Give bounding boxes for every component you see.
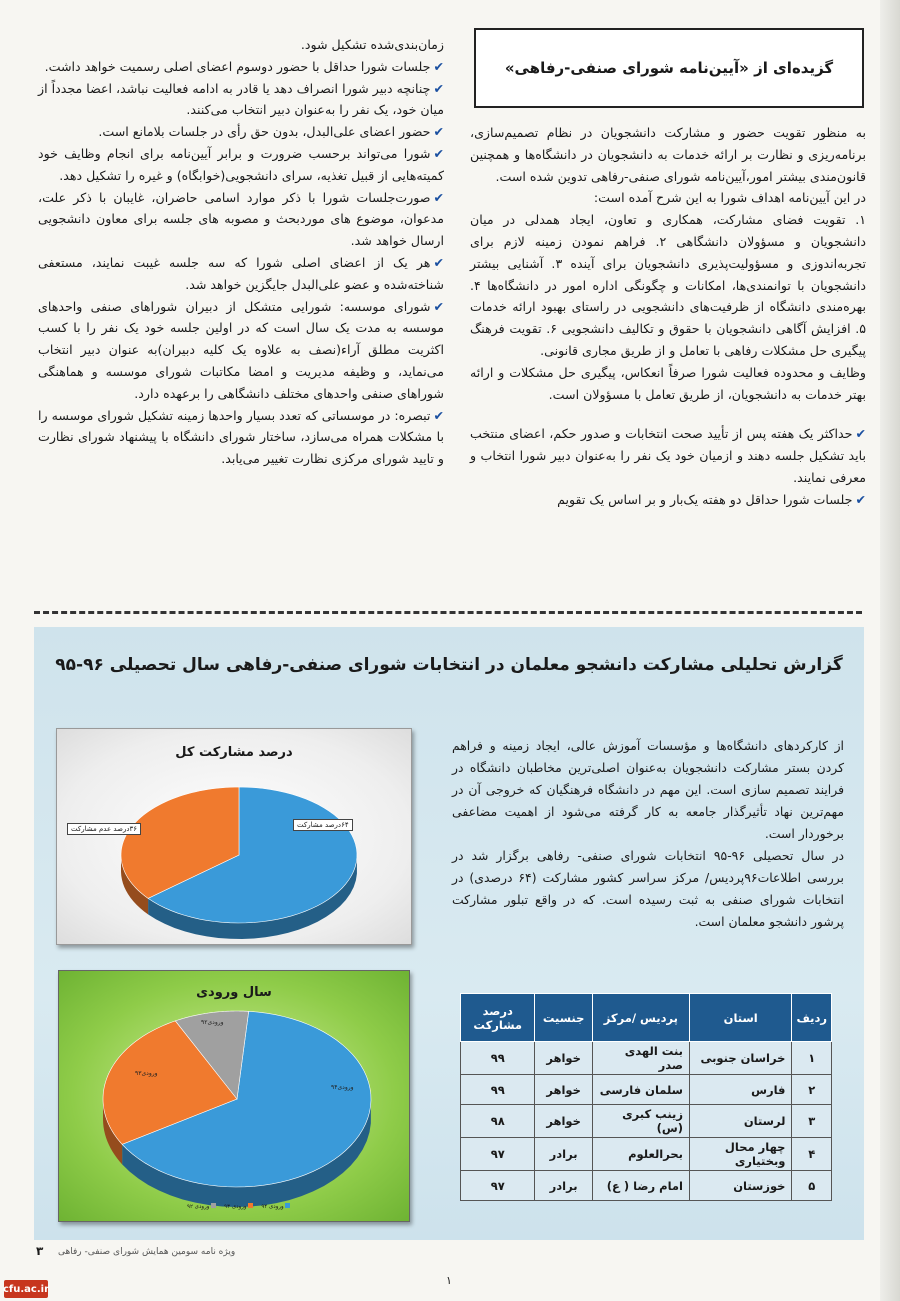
chart-legend xyxy=(187,1203,290,1210)
table-cell: ۵ xyxy=(792,1171,832,1201)
checkmark-icon: ✔ xyxy=(433,189,444,205)
pie-label-participation: ۶۴درصد مشارکت xyxy=(293,819,353,831)
table-cell: خوزستان xyxy=(689,1171,791,1201)
table-cell: ۴ xyxy=(792,1138,832,1171)
table-cell: برادر xyxy=(535,1171,592,1201)
table-row xyxy=(461,1105,832,1138)
table-cell: ۳ xyxy=(792,1105,832,1138)
legend-item xyxy=(187,1203,216,1210)
table-cell: ۹۷ xyxy=(461,1138,535,1171)
check-item xyxy=(38,56,444,78)
paragraph: به منظور تقویت حضور و مشارکت دانشجویان در نظام تصمیم‌سازی، برنامه‌ریزی و نظارت بر ارائه خدمات به دانشجویان در دانشگاه‌ها و همچنین قانون‌مندی بیشتر امور،آیین‌نامه شورای صنفی-رفاهی تدوین شده است. xyxy=(470,125,866,184)
report-title: گزارش تحلیلی مشارکت دانشجو معلمان در انتخابات شورای صنفی-رفاهی سال تحصیلی ۹۶-۹۵ xyxy=(55,655,843,675)
section-title-box xyxy=(474,28,864,108)
report-text xyxy=(452,735,844,933)
table-cell: خواهر xyxy=(535,1105,592,1138)
check-item-text: چنانچه دبیر شورا انصراف دهد یا قادر به ادامه فعالیت نباشد، اعضا مجدداً از میان خود، یک نفر را به‌عنوان دبیر انتخاب می‌کنند. xyxy=(38,80,444,118)
checkmark-icon: ✔ xyxy=(433,124,444,140)
section-title: گزیده‌ای از «آیین‌نامه شورای صنفی-رفاهی» xyxy=(504,59,834,77)
checkmark-icon: ✔ xyxy=(433,254,444,270)
table-cell: چهار محال وبختیاری xyxy=(689,1138,791,1171)
legend-label: ورودی ۹۲ xyxy=(187,1204,210,1210)
column-header: جنسیت xyxy=(535,994,592,1042)
paragraph: از کارکردهای دانشگاه‌ها و مؤسسات آموزش عالی، ایجاد زمینه و فراهم کردن بستر مشارکت دانشجویان به‌عنوان اصلی‌ترین مخاطبان دانشگاه در فرایند تصمیم سازی است. این مهم در دانشگاه فرهنگیان که خروجی آن در مهم‌ترین نهاد تأثیرگذار جامعه به کار گرفته می‌شود از اهمیت مضاعفی برخوردار است. xyxy=(452,738,844,841)
entry-year-chart xyxy=(58,970,410,1222)
paragraph: در سال تحصیلی ۹۶-۹۵ انتخابات شورای صنفی- رفاهی برگزار شد در بررسی اطلاعات۹۶پردیس/ مرکز سراسر کشور مشارکت (۶۴ درصدی) در انتخابات شورای صنفی به ثبت رسیده است. که در واقع تبلور مشارکت پرشور دانشجو معلمان است. xyxy=(452,848,844,929)
legend-label: ورودی ۹۳ xyxy=(224,1204,247,1210)
chart-title: درصد مشارکت کل xyxy=(175,745,293,760)
table-cell: امام رضا ( ع) xyxy=(592,1171,689,1201)
page-edge xyxy=(880,0,900,1301)
table-cell: خواهر xyxy=(535,1075,592,1105)
slice-label: ورودی۹۲ xyxy=(201,1019,224,1026)
check-item-text: هر یک از اعضای اصلی شورا که سه جلسه غیبت نمایند، مستعفی شناخته‌شده و عضو علی‌البدل جایگزین خواهد شد. xyxy=(38,254,444,292)
legend-item xyxy=(224,1203,253,1210)
table-cell: ۹۹ xyxy=(461,1042,535,1075)
paragraph: زمان‌بندی‌شده تشکیل شود. xyxy=(300,37,444,52)
footer-text: ویژه نامه سومین همایش شورای صنفی- رفاهی xyxy=(58,1247,236,1257)
check-item-text: حضور اعضای علی‌البدل، بدون حق رأی در جلسات بلامانع است. xyxy=(98,124,431,140)
check-item-text: حداکثر یک هفته پس از تأیید صحت انتخابات و صدور حکم، اعضای منتخب باید تشکیل جلسه دهند و ازمیان خود یک نفر را به‌عنوان دبیر شورا انتخاب و معرفی نمایند. xyxy=(470,426,866,485)
table-cell: لرستان xyxy=(689,1105,791,1138)
checkmark-icon: ✔ xyxy=(433,298,444,314)
legend-label: ورودی ۹۴ xyxy=(261,1204,284,1210)
check-item xyxy=(470,489,866,511)
legend-swatch xyxy=(248,1203,253,1208)
check-item xyxy=(470,423,866,488)
checkmark-icon: ✔ xyxy=(433,58,444,74)
check-item xyxy=(38,78,444,122)
pie-chart-svg xyxy=(57,729,411,944)
table-cell: برادر xyxy=(535,1138,592,1171)
column-header: استان xyxy=(689,994,791,1042)
paragraph: در این آیین‌نامه اهداف شورا به این شرح آمده است: xyxy=(593,190,866,206)
check-item xyxy=(38,187,444,252)
slice-label: ورودی۹۴ xyxy=(331,1084,354,1091)
column-header: ردیف xyxy=(792,994,832,1042)
table-cell: فارس xyxy=(689,1075,791,1105)
check-item xyxy=(38,296,444,405)
table-cell: ۹۸ xyxy=(461,1105,535,1138)
table-cell: زینب کبری (س) xyxy=(592,1105,689,1138)
checkmark-icon: ✔ xyxy=(433,407,444,423)
report-panel xyxy=(34,627,864,1240)
check-item-text: صورت‌جلسات شورا با ذکر موارد اسامی حاضران، غایبان با ذکر علت، مدعوان، موضوع های موردبحث و مصوبه های جلسه برای معاون دانشجویی ارسال خواهد شد. xyxy=(38,189,444,249)
check-item-text: جلسات شورا حداقل با حضور دوسوم اعضای اصلی رسمیت خواهد داشت. xyxy=(44,58,431,74)
table-cell: سلمان فارسی xyxy=(592,1075,689,1105)
table-cell: خواهر xyxy=(535,1042,592,1075)
chart-title: سال ورودی xyxy=(196,985,272,1000)
table-cell: ۹۹ xyxy=(461,1075,535,1105)
check-item-text: شورا می‌تواند برحسب ضرورت و برابر آیین‌نامه برای انجام وظایف خود کمیته‌هایی از قبیل تغذیه، سرای دانشجویی(خوابگاه) و غیره را تشکیل دهد. xyxy=(38,145,444,183)
table-cell: ۹۷ xyxy=(461,1171,535,1201)
table-cell: ۲ xyxy=(792,1075,832,1105)
check-item-text: تبصره: در موسساتی که تعدد بسیار واحدها زمینه تشکیل شورای موسسه را با مشکلات همراه می‌سازد، ساختار شورای دانشگاه با پیشنهاد شورای نظارت و تایید شورای مرکزی نظارت تغییر می‌یابد. xyxy=(38,407,444,467)
slice-label: ورودی۹۳ xyxy=(135,1070,158,1077)
table-row xyxy=(461,1042,832,1075)
page-number-center: ۱ xyxy=(446,1274,452,1287)
paragraph: ۱. تقویت فضای مشارکت، همکاری و تعاون، ایجاد همدلی در میان دانشجویان و مسؤولان دانشگاهی ۲. فراهم نمودن زمینه لازم برای تجربه‌اندوزی و مسؤولیت‌پذیری دانشجویان برای آینده ۳. آشنایی بیشتر دانشجویان با توانمندی‌ها، امکانات و چگونگی اداره امور در دانشگاه‌ها ۴. بهره‌مندی دانشگاه از ظرفیت‌های دانشجویی در راستای بهبود ارائه خدمات ۵. افزایش آگاهی دانشجویان با حقوق و تکالیف دانشجویی ۶. تقویت فرهنگ پیگیری حل مشکلات رفاهی با تعامل و از طریق مجاری قانونی. xyxy=(470,212,866,358)
check-item xyxy=(38,143,444,187)
checkmark-icon: ✔ xyxy=(433,80,444,96)
check-item xyxy=(38,252,444,296)
table-cell: خراسان جنوبی xyxy=(689,1042,791,1075)
column-header: پردیس /مرکز xyxy=(592,994,689,1042)
paragraph: وظایف و محدوده فعالیت شورا صرفاً انعکاس، پیگیری حل مشکلات و ارائه بهتر خدمات به دانشجویان، از طریق تعامل با مسؤولان است. xyxy=(470,364,866,402)
checkmark-icon: ✔ xyxy=(855,426,866,442)
site-logo: cfu.ac.ir xyxy=(4,1280,48,1298)
check-item xyxy=(38,121,444,143)
pie-label-non-participation: ۳۶درصد عدم مشارکت xyxy=(67,823,141,835)
legend-item xyxy=(261,1203,290,1210)
check-item xyxy=(38,405,444,470)
legend-swatch xyxy=(285,1203,290,1208)
page-number: ۳ xyxy=(36,1244,44,1258)
table-row xyxy=(461,1075,832,1105)
legend-swatch xyxy=(211,1203,216,1208)
table-cell: بحرالعلوم xyxy=(592,1138,689,1171)
column-header: درصد مشارکت xyxy=(461,994,535,1042)
checkmark-icon: ✔ xyxy=(855,491,866,507)
table-row xyxy=(461,1138,832,1171)
table-header-row xyxy=(461,994,832,1042)
right-column xyxy=(470,122,866,511)
check-item-text: جلسات شورا حداقل دو هفته یک‌بار و بر اساس یک تقویم xyxy=(557,491,853,507)
participation-chart xyxy=(56,728,412,945)
table-cell: بنت الهدی صدر xyxy=(592,1042,689,1075)
section-divider xyxy=(34,611,862,614)
pie-chart-svg xyxy=(59,971,409,1221)
participation-table xyxy=(460,993,832,1201)
left-column xyxy=(38,34,444,470)
check-item-text: شورای موسسه: شورایی متشکل از دبیران شوراهای صنفی واحدهای موسسه به مدت یک سال است که در اولین جلسه خود یک نفر را با کسب اکثریت مطلق آراء(نصف به علاوه یک کلیه دبیران)به عنوان دبیر انتخاب می‌نماید، و وظیفه مدیریت و امضا مکاتبات شورای موسسه و هماهنگی شوراهای صنفی واحدهای مختلف دانشگاهی را برعهده دارد. xyxy=(38,298,444,401)
table-row xyxy=(461,1171,832,1201)
table-cell: ۱ xyxy=(792,1042,832,1075)
checkmark-icon: ✔ xyxy=(433,145,444,161)
